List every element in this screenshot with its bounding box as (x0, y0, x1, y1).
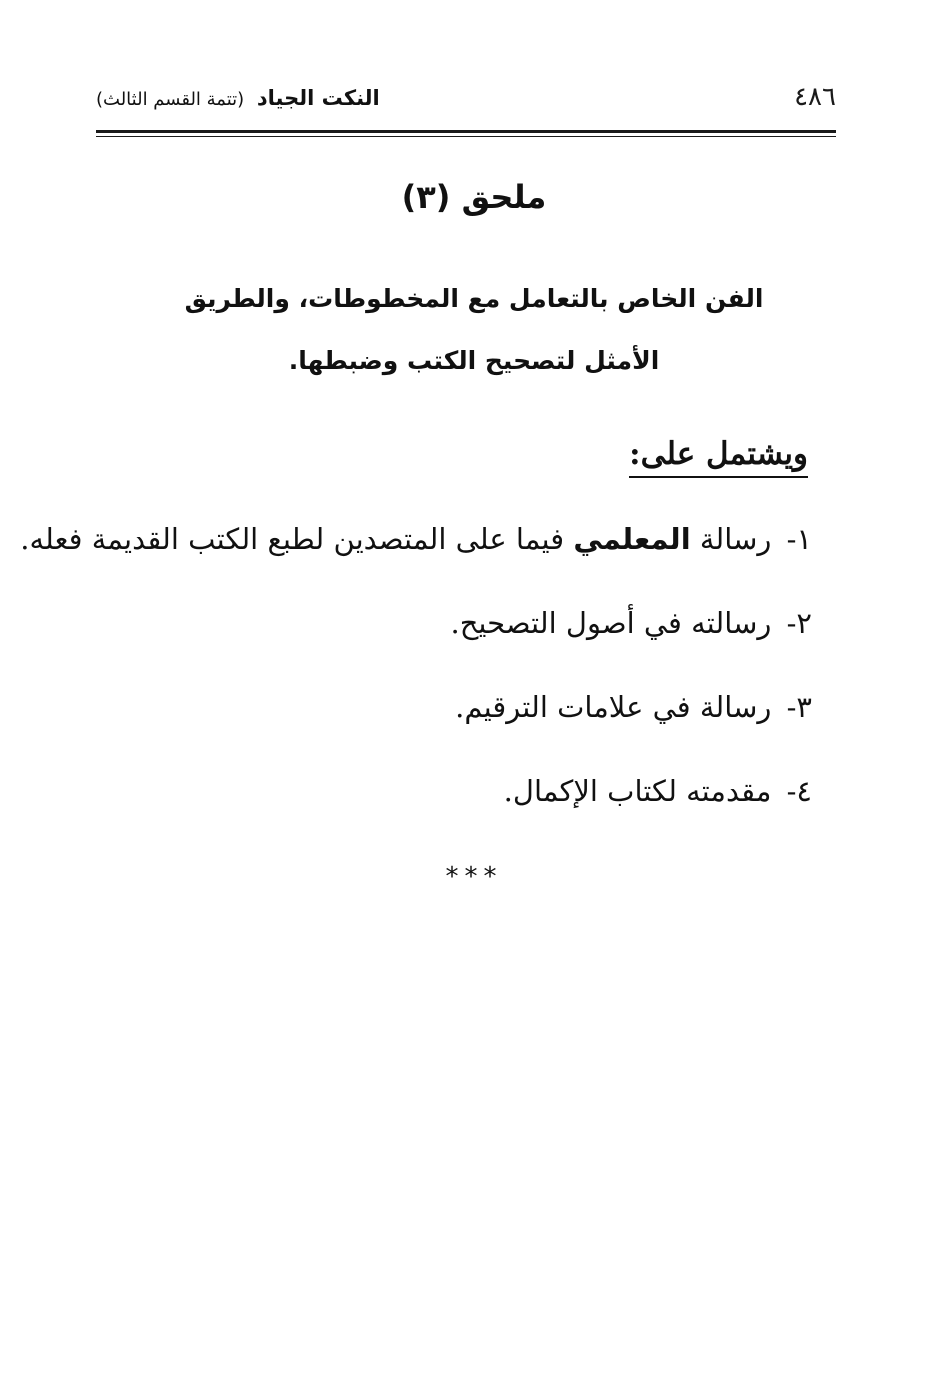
book-title: النكت الجياد (256, 86, 380, 110)
list-item-text: رسالته في أصول التصحيح. (450, 606, 772, 640)
header-rule-thin (96, 136, 836, 137)
list-item-number: ٣- (786, 690, 812, 724)
list-item-2 (450, 606, 812, 640)
section-end-ornament: *** (445, 862, 503, 892)
list-item-1 (20, 522, 812, 556)
appendix-subtitle: الفن الخاص بالتعامل مع المخطوطات، والطريق الأمثل لتصحيح الكتب وضبطها. (184, 284, 764, 375)
list-item-text-end: فيما على المتصدين لطبع الكتب القديمة فعله. (20, 522, 565, 556)
section-label: (تتمة القسم الثالث) (96, 89, 245, 110)
list-item-3 (455, 690, 812, 724)
list-item-text: رسالة في علامات الترقيم. (455, 690, 772, 724)
appendix-title: ملحق (٣) (401, 178, 547, 216)
page-number: ٤٨٦ (794, 82, 836, 112)
header-rule-thick (96, 130, 836, 133)
list-item-4 (504, 774, 812, 808)
list-item-number: ٤- (786, 774, 812, 808)
list-item-text: مقدمته لكتاب الإكمال. (503, 774, 772, 808)
list-item-number: ١- (786, 522, 812, 556)
list-item-text-start: رسالة (699, 522, 772, 556)
running-header (96, 80, 836, 126)
contents-label: ويشتمل على: (629, 436, 808, 478)
running-title (96, 86, 380, 110)
author-name: المعلمي (573, 522, 691, 556)
list-item-number: ٢- (786, 606, 812, 640)
